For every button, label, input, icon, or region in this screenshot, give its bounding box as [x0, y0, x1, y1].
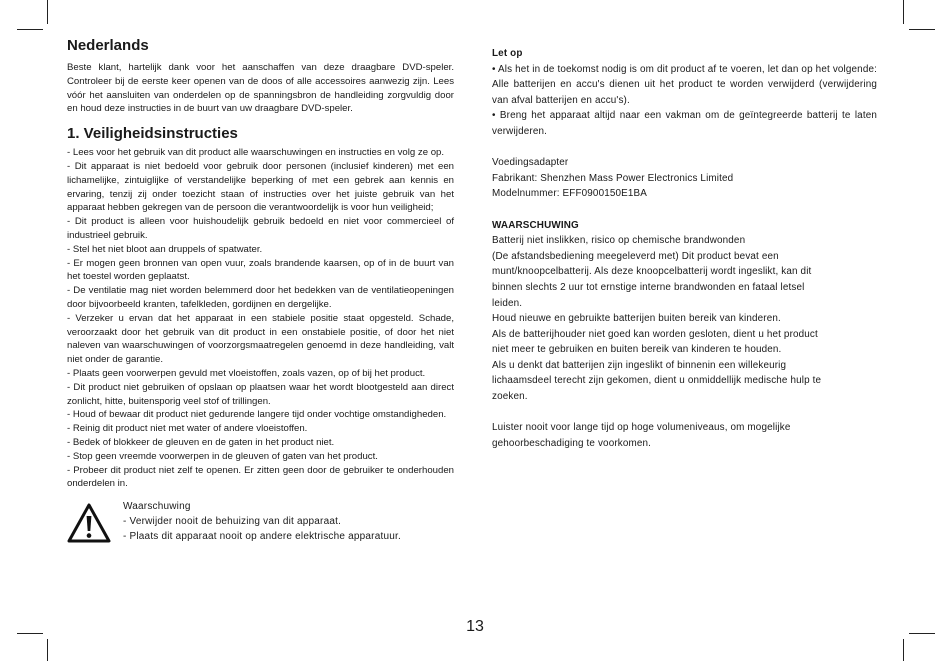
battery-warning-line: lichaamsdeel terecht zijn gekomen, dient u onmiddellijk medische hulp te [492, 375, 822, 387]
crop-mark [47, 639, 48, 661]
safety-item: - Dit apparaat is niet bedoeld voor gebruik door personen (inclusief kinderen) met een lichamelijke, zintuiglijke of verstandelijke beperking of met een gebrek aan kennis en ervaring, tenzij zij onder toezicht staan of instructies over het juiste gebruik van het apparaat hebben gekregen van de persoon die verantwoordelijk is voor hun veiligheid; [67, 160, 454, 214]
volume-warning-line: Luister nooit voor lange tijd op hoge volumeniveaus, om mogelijke [492, 422, 791, 434]
safety-item: - Dit product is alleen voor huishoudelijk gebruik bedoeld en niet voor commercieel of industrieel gebruik. [67, 216, 454, 241]
crop-mark [909, 29, 935, 30]
safety-item: - Plaats geen voorwerpen gevuld met vloeistoffen, zoals vazen, op of bij het product. [67, 367, 426, 379]
safety-item: - Stop geen vreemde voorwerpen in de gleuven of gaten van het product. [67, 450, 378, 462]
safety-item: - Dit product niet gebruiken of opslaan op plaatsen waar het wordt blootgesteld aan direct zonlicht, hitte, buitensporig veel stof of trillingen. [67, 381, 454, 407]
battery-warning-line: niet meer te gebruiken en buiten bereik van kinderen te houden. [492, 344, 782, 356]
battery-warning-line: leiden. [492, 297, 523, 309]
safety-item: - Reinig dit product niet met water of andere vloeistoffen. [67, 423, 308, 435]
safety-item: - Houd of bewaar dit product niet gedurende langere tijd onder vochtige omstandigheden. [67, 409, 447, 421]
warning-box [67, 499, 454, 544]
adapter-model: Modelnummer: EFF0900150E1BA [492, 188, 647, 200]
battery-warning-title: WAARSCHUWING [492, 219, 579, 231]
crop-mark [47, 0, 48, 24]
safety-item: - Verzeker u ervan dat het apparaat in een stabiele positie staat opgesteld. Schade, veroorzaakt door het gebruik van dit product in een onstabiele positie, of door het niet naleven van waarschuwingen of voorzorgsmaatregelen genoemd in deze handleiding, valt niet onder de garantie. [67, 312, 454, 366]
safety-item: - Er mogen geen bronnen van open vuur, zoals brandende kaarsen, op of in de buurt van het toestel worden geplaatst. [67, 257, 454, 283]
intro-paragraph: Beste klant, hartelijk dank voor het aanschaffen van deze draagbare DVD-speler. Controleer bij de eerste keer openen van de doos of alle accessoires aanwezig zijn. Lees vóór het aansluiten van onderdelen op de spanningsbron de handleiding zorgvuldig door en houd deze instructies in de buurt van uw draagbare DVD-speler. [67, 62, 454, 115]
warning-triangle-icon [67, 503, 111, 543]
crop-mark [903, 639, 904, 661]
left-column [67, 36, 454, 544]
battery-warning-line: binnen slechts 2 uur tot ernstige interne brandwonden en fataal letsel [492, 281, 805, 293]
adapter-title: Voedingsadapter [492, 157, 569, 169]
battery-warning-line: Houd nieuwe en gebruikte batterijen buiten bereik van kinderen. [492, 313, 781, 325]
section-title: 1. Veiligheidsinstructies [67, 125, 238, 143]
warning-line: - Plaats dit apparaat nooit op andere elektrische apparatuur. [123, 531, 401, 543]
adapter-manufacturer: Fabrikant: Shenzhen Mass Power Electronics Limited [492, 172, 734, 184]
safety-item: - De ventilatie mag niet worden belemmerd door het bedekken van de ventilatieopeningen door bijvoorbeeld kranten, tafelkleden, gordijnen en dergelijke. [67, 285, 454, 310]
battery-warning-line: (De afstandsbediening meegeleverd met) Dit product bevat een [492, 250, 779, 262]
warning-title: Waarschuwing [123, 501, 191, 513]
safety-item: - Bedek of blokkeer de gleuven en de gaten in het product niet. [67, 436, 335, 448]
safety-instructions-list [67, 146, 454, 491]
volume-warning-line: gehoorbeschadiging te voorkomen. [492, 437, 652, 449]
battery-warning-line: Batterij niet inslikken, risico op chemische brandwonden [492, 235, 746, 247]
battery-warning-line: munt/knoopcelbatterij. Als deze knoopcelbatterij wordt ingeslikt, kan dit [492, 266, 812, 278]
safety-item: - Probeer dit product niet zelf te openen. Er zitten geen door de gebruiker te onderhouden onderdelen in. [67, 464, 454, 490]
battery-warning-line: zoeken. [492, 391, 528, 403]
warning-text [123, 499, 401, 544]
language-heading: Nederlands [67, 37, 149, 54]
letop-title: Let op [492, 48, 523, 59]
page-number: 13 [466, 618, 484, 635]
right-column [492, 46, 877, 451]
letop-bullet: • Als het in de toekomst nodig is om dit product af te voeren, let dan op het volgende: Alle batterijen en accu's dienen uit het product te worden verwijderd (verwijdering van afval batterijen en accu's). [492, 63, 877, 106]
letop-bullet: • Breng het apparaat altijd naar een vakman om de geïntegreerde batterij te laten verwijderen. [492, 110, 877, 137]
battery-warning-line: Als de batterijhouder niet goed kan worden gesloten, dient u het product [492, 328, 818, 340]
safety-item: - Lees voor het gebruik van dit product alle waarschuwingen en instructies en volg ze op. [67, 147, 445, 159]
safety-item: - Stel het niet bloot aan druppels of spatwater. [67, 243, 263, 255]
crop-mark [903, 0, 904, 24]
warning-line: - Verwijder nooit de behuizing van dit apparaat. [123, 516, 342, 528]
battery-warning-line: Als u denkt dat batterijen zijn ingeslikt of binnenin een willekeurig [492, 359, 787, 371]
crop-mark [17, 29, 43, 30]
